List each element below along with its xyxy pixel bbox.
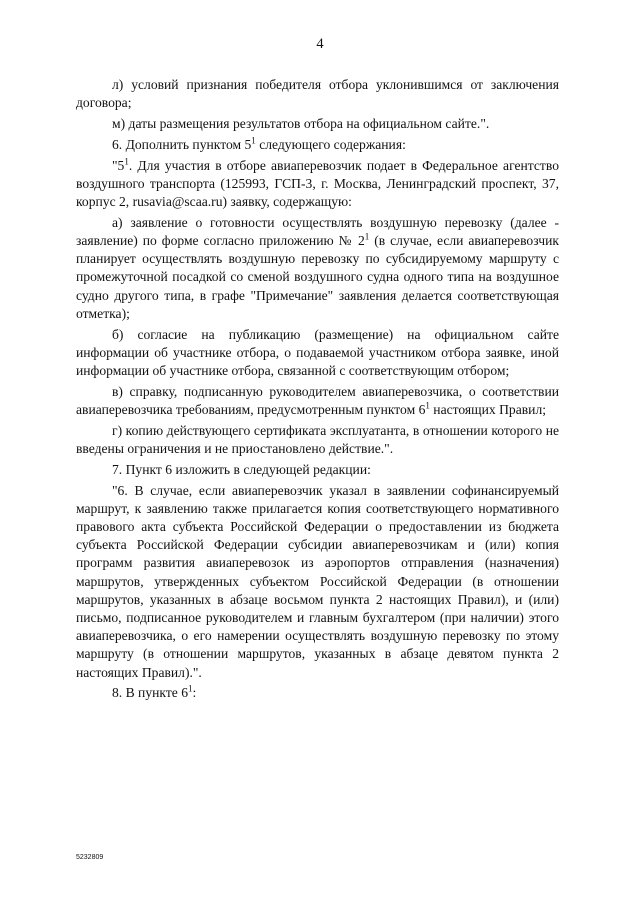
paragraph-point-6-new: "6. В случае, если авиаперевозчик указал в заявлении софинансируемый маршрут, к заявлению также прилагается копия соответствующего нормативного правового акта субъекта Российской Федерации о предоставлении из бюджета субъекта Российской Федерации субсидии авиаперевозчикам и (или) копия программ развития авиаперевозок из аэропортов отправления (назначения) маршрутов, утвержденных субъектом Российской Федерации (в отношении маршрутов, указанных в абзаце восьмом пункта 2 настоящих Правил), и (или) письмо, подписанное руководителем и главным бухгалтером (при наличии) этого авиаперевозчика, о его намерении осуществлять воздушную перевозку по этому маршруту (в отношении маршрутов, указанных в абзаце девятом пункта 2 настоящих Правил).". — [76, 482, 559, 680]
document-code: 5232809 — [76, 854, 104, 861]
paragraph-point-5-1: "$5^1$. Для участия в отборе авиаперевозчик подает в Федеральное агентство воздушного транспорта (125993, ГСП-3, г. Москва, Ленинградский проспект, 37, корпус 2, rusavia@scaa.ru) заявку, содержащую: — [76, 156, 559, 209]
paragraph-item-m: м) даты размещения результатов отбора на официальном сайте.". — [112, 116, 490, 131]
paragraph-point-6: 6. Дополнить пунктом $5^1$ следующего содержания: — [112, 135, 406, 152]
paragraph-subitem-g: г) копию действующего сертификата эксплуатанта, в отношении которого не введены ограничения и не приостановлено действие.". — [76, 422, 559, 457]
page-number: 4 — [316, 36, 324, 52]
paragraph-subitem-b: б) согласие на публикацию (размещение) на официальном сайте информации об участнике отбора, о подаваемой участником отбора заявке, иной информации об участнике отбора, связанной с соответствующим отбором; — [76, 326, 559, 379]
document-body — [76, 76, 559, 705]
paragraph-item-l: л) условий признания победителя отбора уклонившимся от заключения договора; — [76, 77, 559, 111]
paragraph-point-8: 8. В пункте $6^1$: — [112, 683, 197, 701]
paragraph-point-7: 7. Пункт 6 изложить в следующей редакции: — [112, 461, 371, 477]
paragraph-subitem-v: в) справку, подписанную руководителем авиаперевозчика, о соответствии авиаперевозчика требованиям, предусмотренным пунктом $6^1$ настоящих Правил; — [76, 383, 559, 418]
paragraph-subitem-a: а) заявление о готовности осуществлять воздушную перевозку (далее - заявление) по форме согласно приложению № $2^1$ (в случае, если авиаперевозчик планирует осуществлять воздушную перевозку по субсидируемому маршруту с промежуточной посадкой со сменой воздушного судна одного типа на воздушное судно другого типа, в графе "Примечание" заявления делается соответствующая отметка); — [76, 214, 560, 321]
